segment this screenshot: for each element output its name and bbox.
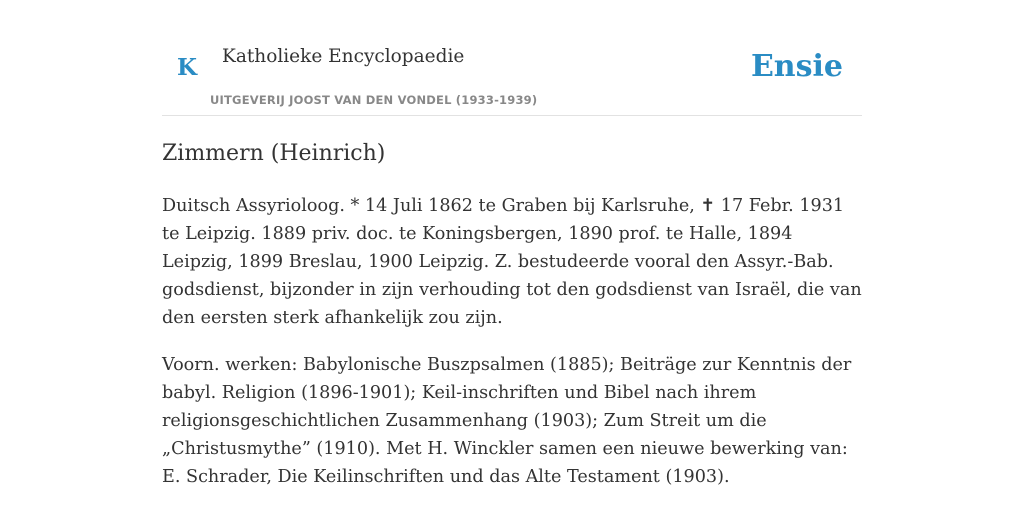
site-title-link[interactable]: Katholieke Encyclopaedie	[222, 46, 465, 67]
site-header	[162, 0, 862, 116]
encyclopedia-logo[interactable]: K	[177, 54, 197, 81]
article-title: Zimmern (Heinrich)	[162, 141, 386, 166]
page	[162, 0, 862, 487]
article-paragraph-2: Voorn. werken: Babylonische Buszpsalmen (1885); Beiträge zur Kenntnis der babyl. Religion (1896-1901); Keil-inschriften und Bibel nach ihrem religionsgeschichtlichen Zusammenhang (1903); Zum Streit um die „Christusmythe” (1910). Met H. Winckler samen een nieuwe bewerking van: E. Schrader, Die Keilinschriften und das Alte Testament (1903).	[162, 355, 852, 487]
ensie-brand-logo[interactable]: Ensie	[750, 49, 843, 84]
publisher-subtitle: UITGEVERIJ JOOST VAN DEN VONDEL (1933-1939)	[210, 93, 538, 107]
article-paragraph-1: Duitsch Assyrioloog. * 14 Juli 1862 te Graben bij Karlsruhe, ✝ 17 Febr. 1931 te Leipzig. 1889 priv. doc. te Koningsbergen, 1890 prof. te Halle, 1894 Leipzig, 1899 Breslau, 1900 Leipzig. Z. bestudeerde vooral den Assyr.-Bab. godsdienst, bijzonder in zijn verhouding tot den godsdienst van Israël, die van den eersten sterk afhankelijk zou zijn.	[162, 196, 862, 328]
